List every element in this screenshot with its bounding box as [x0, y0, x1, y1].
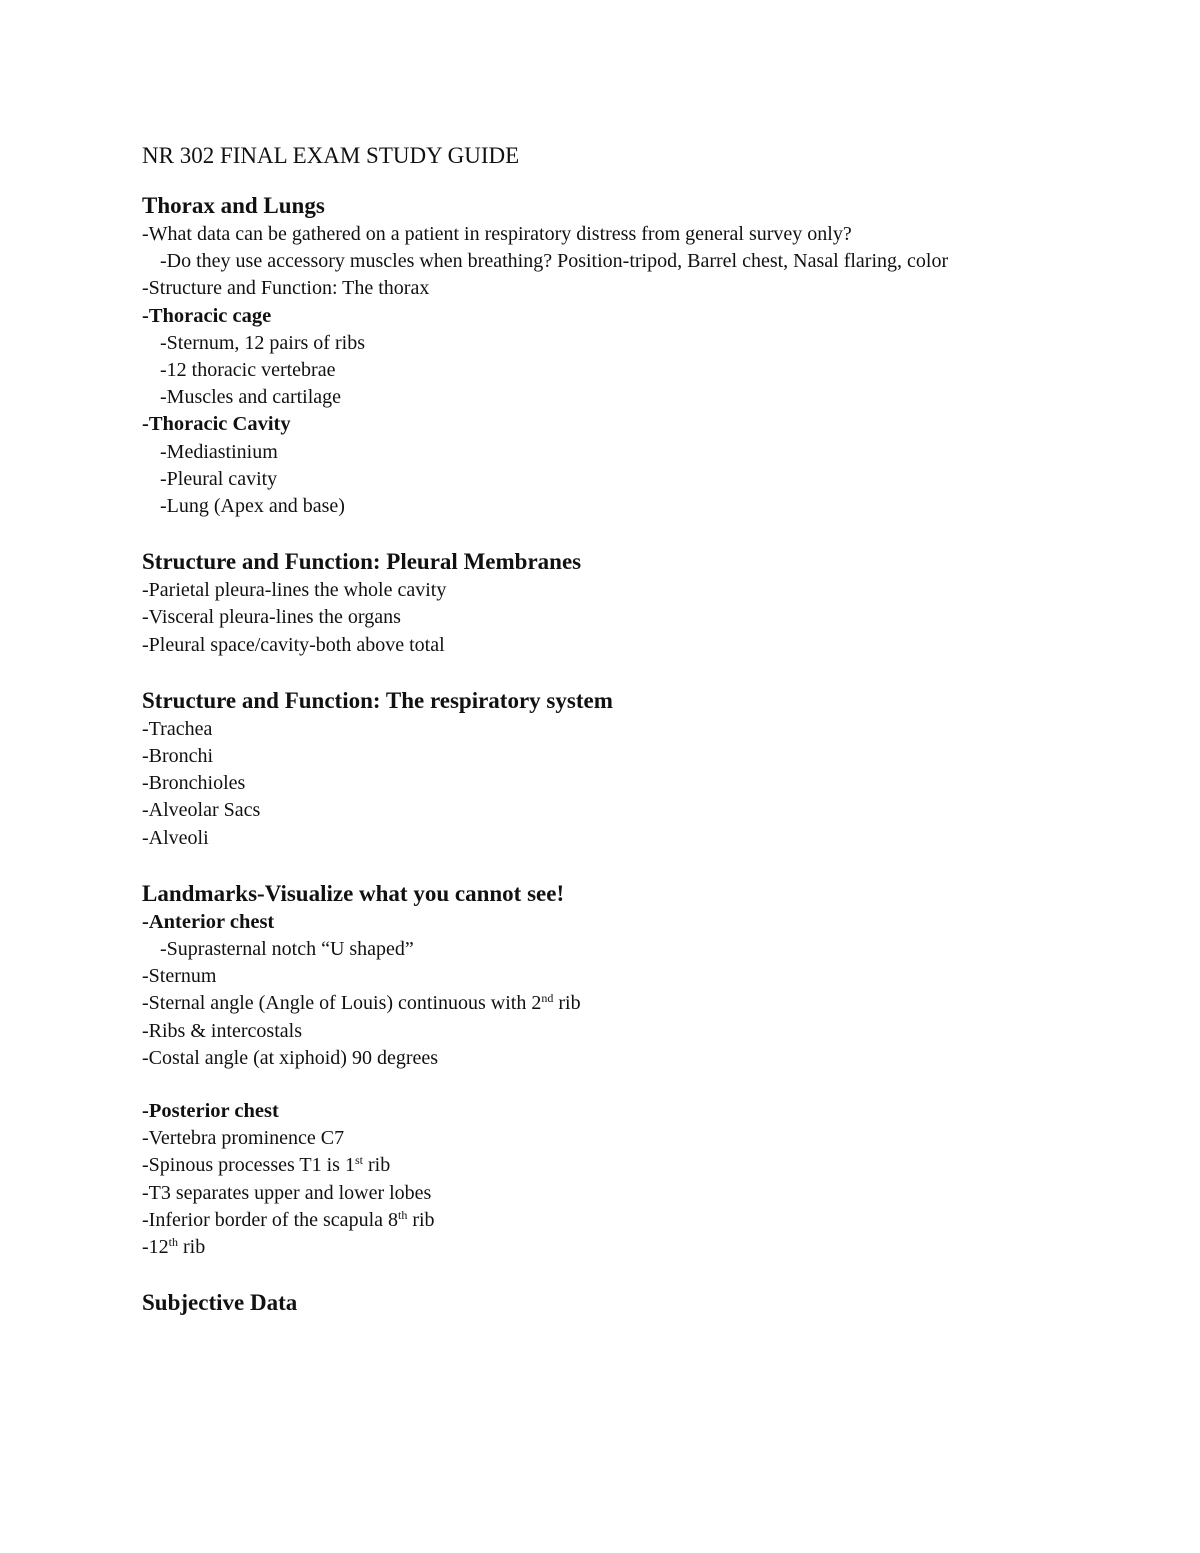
superscript: st: [354, 1153, 363, 1168]
list-item: -Sternum, 12 pairs of ribs: [160, 331, 365, 354]
list-item: -Bronchi: [142, 745, 214, 768]
text-run: rib: [178, 1236, 206, 1259]
section-landmarks: [142, 879, 1082, 1261]
list-item: -Lung (Apex and base): [160, 495, 345, 518]
list-item: -Suprasternal notch “U shaped”: [160, 938, 414, 961]
superscript: th: [398, 1207, 408, 1222]
document-page: [142, 142, 1082, 1318]
section-subjective-data: [142, 1288, 1082, 1318]
list-item: -Ribs & intercostals: [142, 1019, 302, 1042]
spacer: [142, 659, 1082, 686]
question-general-survey: -What data can be gathered on a patient in respiratory distress from general survey only?: [142, 223, 852, 245]
spacer: [142, 520, 1082, 547]
label-thoracic-cavity: -Thoracic Cavity: [142, 413, 291, 436]
spacer: [142, 1072, 1082, 1098]
text-run: -12: [142, 1236, 169, 1259]
list-item-sternal-angle: [142, 990, 1082, 1017]
text-run: -Spinous processes T1 is 1: [142, 1154, 355, 1177]
text-run: rib: [553, 992, 581, 1015]
text-run: -Inferior border of the scapula 8: [142, 1208, 398, 1231]
section-respiratory-system: [142, 686, 1082, 852]
label-thoracic-cage: -Thoracic cage: [142, 304, 272, 327]
list-item: -Bronchioles: [142, 772, 246, 795]
list-item: -Pleural cavity: [160, 467, 278, 490]
superscript: th: [168, 1235, 179, 1250]
list-item: -Visceral pleura-lines the organs: [142, 606, 401, 629]
section-pleural-membranes: [142, 547, 1082, 659]
list-item-12th-rib: [142, 1234, 1082, 1261]
label-posterior-chest: -Posterior chest: [142, 1100, 279, 1123]
superscript: nd: [541, 991, 554, 1006]
label-anterior-chest: -Anterior chest: [142, 910, 275, 933]
list-item-scapula: [142, 1207, 1082, 1234]
list-item: -Pleural space/cavity-both above total: [142, 633, 445, 656]
document-title: NR 302 FINAL EXAM STUDY GUIDE: [142, 143, 520, 168]
answer-general-survey: -Do they use accessory muscles when breathing? Position-tripod, Barrel chest, Nasal flaring, color: [160, 250, 949, 273]
list-item: -Costal angle (at xiphoid) 90 degrees: [142, 1046, 439, 1069]
heading-thorax-and-lungs: Thorax and Lungs: [142, 193, 325, 218]
list-item: -T3 separates upper and lower lobes: [142, 1181, 432, 1204]
heading-subjective-data: Subjective Data: [142, 1290, 298, 1316]
heading-pleural-membranes: Structure and Function: Pleural Membranes: [142, 549, 582, 575]
list-item: -Muscles and cartilage: [160, 386, 342, 409]
list-item: -Parietal pleura-lines the whole cavity: [142, 579, 447, 602]
text-run: rib: [362, 1154, 391, 1177]
list-item: -12 thoracic vertebrae: [160, 359, 336, 382]
list-item: -Trachea: [142, 717, 213, 740]
structure-thorax-line: -Structure and Function: The thorax: [142, 277, 430, 300]
list-item: -Sternum: [142, 965, 217, 988]
spacer: [142, 852, 1082, 879]
section-thorax-and-lungs: [142, 191, 1082, 520]
list-item: -Vertebra prominence C7: [142, 1127, 345, 1150]
spacer: [142, 1261, 1082, 1288]
text-run: rib: [407, 1208, 435, 1231]
list-item-spinous: [142, 1152, 1082, 1179]
heading-landmarks: Landmarks-Visualize what you cannot see!: [142, 880, 565, 906]
text-run: -Sternal angle (Angle of Louis) continuous with 2: [142, 992, 542, 1015]
list-item: -Mediastinium: [160, 440, 278, 463]
heading-respiratory-system: Structure and Function: The respiratory system: [142, 687, 613, 713]
list-item: -Alveolar Sacs: [142, 799, 261, 822]
list-item: -Alveoli: [142, 826, 209, 849]
